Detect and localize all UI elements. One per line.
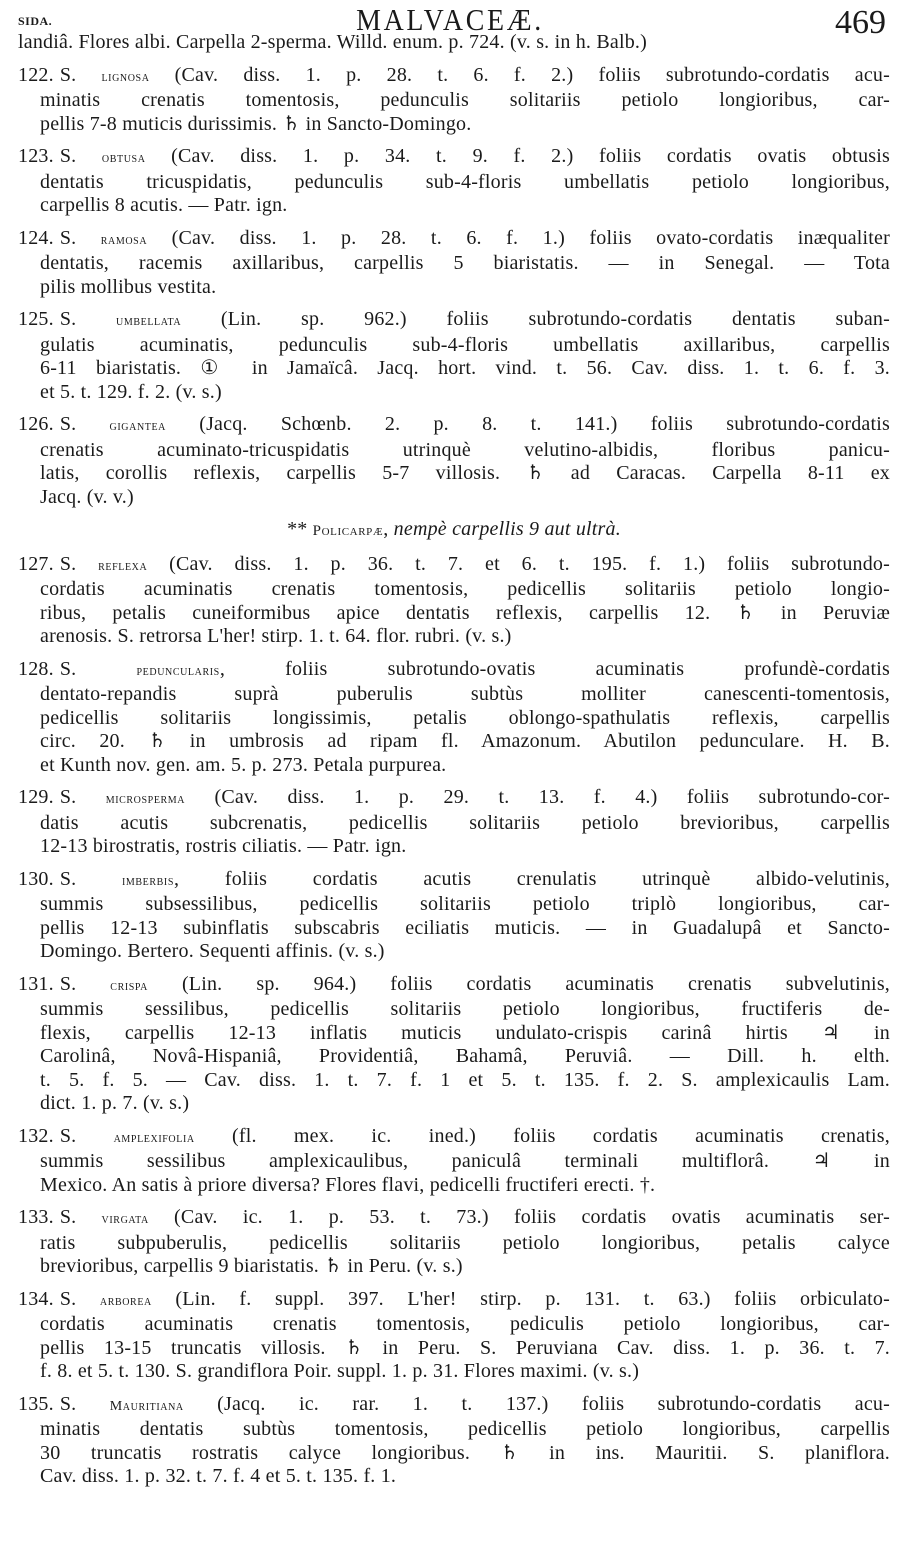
text-line: 12-13 birostratis, rostris ciliatis. — Patr. ign. [40, 835, 407, 857]
text-line [18, 227, 890, 253]
text-line: cordatis acuminatis crenatis tomentosis, pedicellis solitariis petiolo longio- [40, 578, 890, 600]
text-line: 6-11 biaristatis. ① in Jamaïcâ. Jacq. hort. vind. t. 56. Cav. diss. 1. t. 6. f. 3. [40, 357, 890, 379]
entry-text: (Jacq. ic. rar. 1. t. 137.) foliis subrotundo-cordatis acu- [183, 1392, 890, 1415]
text-line: Cav. diss. 1. p. 32. t. 7. f. 4 et 5. t. 135. f. 1. [40, 1465, 397, 1487]
species-name: Mauritiana [109, 1398, 184, 1414]
species-name: umbellata [116, 314, 182, 329]
text-line: summis subsessilibus, pedicellis solitariis petiolo triplò longioribus, car- [40, 893, 890, 915]
genus-abbrev: S. [59, 867, 122, 890]
species-name: amplexifolia [113, 1130, 195, 1146]
entry-number: 124. [18, 226, 54, 249]
text-line [18, 64, 890, 90]
species-entry [18, 1125, 890, 1198]
text-line: crenatis acuminato-tricuspidatis utrinquè velutino-albidis, floribus panicu- [40, 438, 890, 461]
entry-number: 131. [18, 972, 54, 995]
genus-abbrev: S. [59, 63, 102, 86]
text-line: ratis subpuberulis, pedicellis solitariis petiolo longioribus, petalis calyce [40, 1231, 890, 1254]
species-name: peduncularis [136, 663, 220, 679]
text-line [18, 973, 890, 999]
text-line: pilis mollibus vestita. [40, 275, 217, 298]
genus-abbrev: S. [59, 552, 99, 575]
text-line: summis sessilibus amplexicaulibus, paniculâ terminali multiflorâ. ♃ in [40, 1150, 890, 1172]
text-line: datis acutis subcrenatis, pedicellis solitariis petiolo brevioribus, carpellis [40, 811, 890, 834]
entry-number: 126. [18, 413, 54, 435]
entry-text: (Lin. sp. 962.) foliis subrotundo-cordatis dentatis suban- [181, 308, 890, 330]
text-line [18, 786, 890, 812]
entry-number: 132. [18, 1124, 54, 1147]
genus-abbrev: S. [59, 1392, 110, 1415]
species-entry [18, 868, 890, 964]
text-line: ribus, petalis cuneiformibus apice dentatis reflexis, carpellis 12. ♄ in Peruviæ [40, 601, 890, 624]
entry-text: (Cav. diss. 1. p. 34. t. 9. f. 2.) foliis cordatis ovatis obtusis [145, 145, 890, 167]
text-line: minatis crenatis tomentosis, pedunculis solitariis petiolo longioribus, car- [40, 89, 890, 111]
entry-text: (fl. mex. ic. ined.) foliis cordatis acuminatis crenatis, [194, 1124, 890, 1147]
species-entry [18, 973, 890, 1116]
entry-number: 130. [18, 867, 54, 890]
species-name: crispa [110, 978, 148, 994]
species-name: microsperma [105, 792, 186, 807]
text-line: Jacq. (v. v.) [40, 485, 134, 508]
text-line: carpellis 8 acutis. — Patr. ign. [40, 194, 288, 216]
text-line: circ. 20. ♄ in umbrosis ad ripam fl. Amazonum. Abutilon pedunculare. H. B. [40, 730, 890, 752]
text-line: Domingo. Bertero. Sequenti affinis. (v. s.) [40, 940, 385, 962]
text-line: f. 8. et 5. t. 130. S. grandiflora Poir. suppl. 1. p. 31. Flores maximi. (v. s.) [40, 1360, 640, 1382]
species-name: virgata [101, 1212, 149, 1227]
text-line [18, 553, 890, 579]
species-entry [18, 1206, 890, 1279]
species-entry [18, 308, 890, 404]
species-entry [18, 786, 890, 859]
species-entry [18, 64, 890, 137]
section-heading [18, 518, 890, 544]
entry-text: (Cav. diss. 1. p. 29. t. 13. f. 4.) foliis subrotundo-cor- [185, 786, 890, 808]
entry-text: (Jacq. Schœnb. 2. p. 8. t. 141.) foliis subrotundo-cordatis [166, 413, 890, 435]
text-line: arenosis. S. retrorsa L'her! stirp. 1. t. 64. flor. rubri. (v. s.) [40, 625, 512, 647]
genus-abbrev: S. [59, 226, 101, 249]
entry-number: 128. [18, 657, 54, 680]
species-name: obtusa [101, 151, 146, 166]
entry-text: (Cav. ic. 1. p. 53. t. 73.) foliis cordatis ovatis acuminatis ser- [148, 1206, 890, 1228]
species-name: gigantea [109, 419, 167, 434]
text-line [18, 413, 890, 439]
species-name: lignosa [101, 69, 150, 85]
section-description: nempè carpellis 9 aut ultrà. [393, 518, 621, 540]
text-line [18, 1125, 890, 1151]
genus-abbrev: S. [59, 657, 137, 680]
species-entry [18, 658, 890, 778]
species-name: ramosa [100, 232, 148, 248]
text-line [18, 1288, 890, 1314]
section-name: Policarpæ [312, 523, 384, 539]
page-title: MALVACEÆ. [356, 2, 544, 37]
text-line: pedicellis solitariis longissimis, petalis oblongo-spathulatis reflexis, carpellis [40, 706, 890, 729]
text-line: Mexico. An satis à priore diversa? Flores flavi, pedicelli fructiferi erecti. †. [40, 1173, 656, 1196]
text-line [18, 658, 890, 684]
entry-text: (Cav. diss. 1. p. 28. t. 6. f. 2.) foliis subrotundo-cordatis acu- [149, 63, 890, 86]
genus-abbrev: S. [59, 1206, 102, 1228]
genus-abbrev: S. [59, 786, 106, 808]
running-title: SIDA. [18, 14, 53, 28]
section-prefix: ** [287, 518, 313, 540]
text-line: dentatis, racemis axillaribus, carpellis 5 biaristatis. — in Senegal. — Tota [40, 252, 890, 274]
text-line [18, 868, 890, 894]
entry-text: , foliis cordatis acutis crenulatis utrinquè albido-velutinis, [174, 867, 890, 890]
text-line [18, 1393, 890, 1419]
entry-number: 122. [18, 63, 54, 86]
text-line: et Kunth nov. gen. am. 5. p. 273. Petala purpurea. [40, 753, 447, 776]
entry-number: 127. [18, 552, 54, 575]
entry-number: 123. [18, 145, 54, 167]
entry-number: 133. [18, 1206, 54, 1228]
page-body [18, 31, 890, 1489]
text-line: cordatis acuminatis crenatis tomentosis, pediculis petiolo longioribus, car- [40, 1313, 890, 1335]
page-number: 469 [835, 4, 886, 41]
genus-abbrev: S. [59, 145, 102, 167]
text-line: dict. 1. p. 7. (v. s.) [40, 1092, 190, 1114]
text-line: pellis 7-8 muticis durissimis. ♄ in Sancto-Domingo. [40, 112, 472, 135]
text-line [18, 1206, 890, 1232]
entry-text: (Lin. sp. 964.) foliis cordatis acuminatis crenatis subvelutinis, [148, 972, 890, 995]
species-entry [18, 1288, 890, 1384]
species-entry [18, 413, 890, 509]
entry-text: (Cav. diss. 1. p. 28. t. 6. f. 1.) foliis ovato-cordatis inæqualiter [147, 226, 890, 249]
section-separator: , [383, 518, 394, 540]
text-line: flexis, carpellis 12-13 inflatis muticis undulato-crispis carinâ hirtis ♃ in [40, 1021, 890, 1044]
genus-abbrev: S. [59, 972, 111, 995]
text-line [18, 308, 890, 334]
entry-number: 129. [18, 786, 54, 808]
text-line: latis, corollis reflexis, carpellis 5-7 villosis. ♄ ad Caracas. Carpella 8-11 ex [40, 462, 890, 484]
entry-text: , foliis subrotundo-ovatis acuminatis profundè-cordatis [219, 657, 890, 680]
species-entry [18, 227, 890, 300]
text-line: minatis dentatis subtùs tomentosis, pedicellis petiolo longioribus, carpellis [40, 1418, 890, 1440]
genus-abbrev: S. [59, 413, 110, 435]
species-entry [18, 553, 890, 649]
text-line: dentato-repandis suprà puberulis subtùs molliter canescenti-tomentosis, [40, 683, 890, 705]
genus-abbrev: S. [59, 1124, 114, 1147]
entry-number: 135. [18, 1392, 54, 1415]
species-entry [18, 1393, 890, 1489]
text-line: summis sessilibus, pedicellis solitariis petiolo longioribus, fructiferis de- [40, 998, 890, 1020]
text-line: t. 5. f. 5. — Cav. diss. 1. t. 7. f. 1 et 5. t. 135. f. 2. S. amplexicaulis Lam. [40, 1068, 890, 1091]
species-entry [18, 145, 890, 218]
text-line: landiâ. Flores albi. Carpella 2-sperma. Willd. enum. p. 724. (v. s. in h. Balb.) [18, 31, 647, 53]
entry-number: 125. [18, 308, 54, 330]
text-line: Carolinâ, Novâ-Hispaniâ, Providentiâ, Bahamâ, Peruviâ. — Dill. h. elth. [40, 1045, 890, 1067]
text-line [18, 145, 890, 171]
entry-text: (Cav. diss. 1. p. 36. t. 7. et 6. t. 195. f. 1.) foliis subrotundo- [147, 552, 890, 575]
continuation-paragraph [18, 31, 890, 55]
species-name: arborea [99, 1293, 152, 1309]
genus-abbrev: S. [59, 1287, 100, 1310]
text-line: et 5. t. 129. f. 2. (v. s.) [40, 380, 222, 403]
species-name: reflexa [98, 558, 148, 574]
text-line: brevioribus, carpellis 9 biaristatis. ♄ in Peru. (v. s.) [40, 1255, 463, 1277]
text-line: pellis 12-13 subinflatis subscabris eciliatis muticis. — in Guadalupâ et Sancto- [40, 916, 890, 939]
species-name: imberbis [121, 873, 175, 889]
text-line: 30 truncatis rostratis calyce longioribus. ♄ in ins. Mauritii. S. planiflora. [40, 1441, 890, 1464]
text-line: gulatis acuminatis, pedunculis sub-4-floris umbellatis axillaribus, carpellis [40, 333, 890, 356]
text-line: dentatis tricuspidatis, pedunculis sub-4-floris umbellatis petiolo longioribus, [40, 170, 890, 193]
entry-number: 134. [18, 1287, 54, 1310]
genus-abbrev: S. [59, 308, 117, 330]
entry-text: (Lin. f. suppl. 397. L'her! stirp. p. 131. t. 63.) foliis orbiculato- [151, 1287, 890, 1310]
text-line: pellis 13-15 truncatis villosis. ♄ in Peru. S. Peruviana Cav. diss. 1. p. 36. t. 7. [40, 1336, 890, 1359]
